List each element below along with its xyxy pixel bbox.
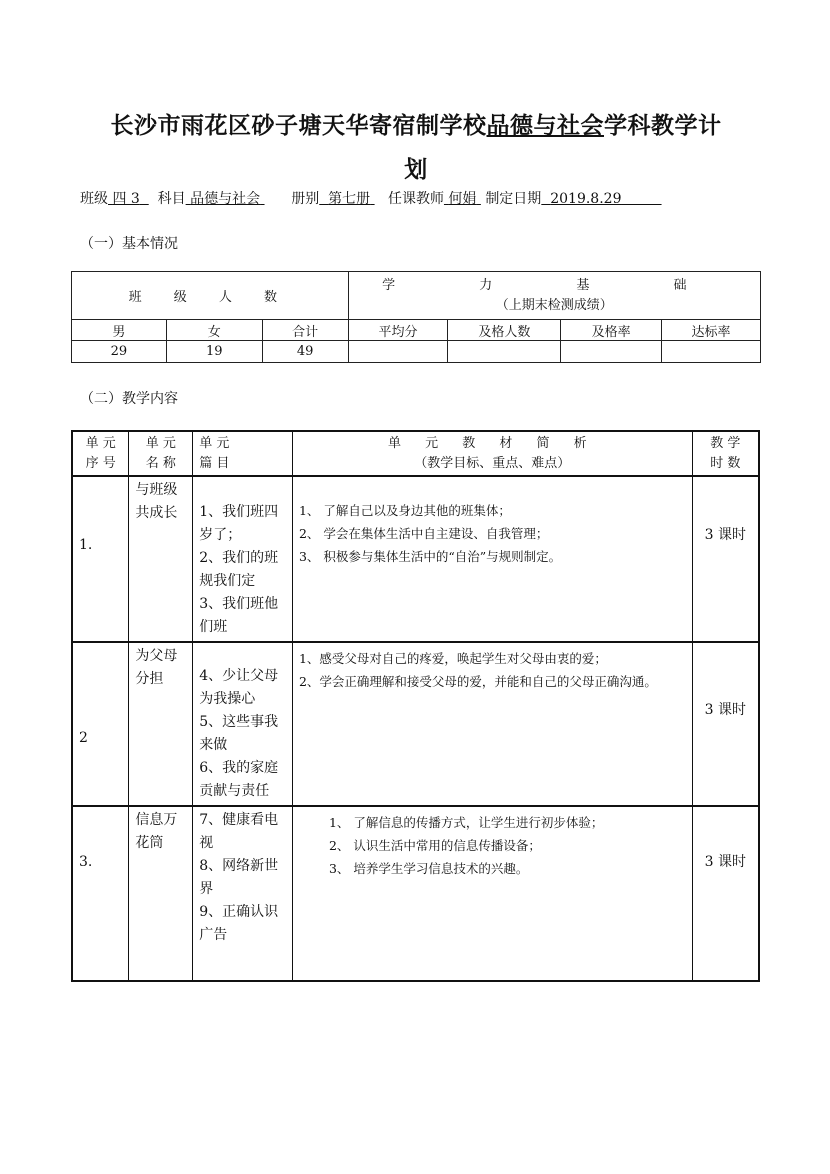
basic-info-table xyxy=(71,271,761,363)
title-underlined-subject: 品德与社会 xyxy=(486,113,604,139)
section-basic-heading: （一）基本情况 xyxy=(80,236,178,252)
unit-chapters: 4、少让父母为我操心 5、这些事我来做 6、我的家庭贡献与责任 xyxy=(193,642,293,806)
class-count-header: 班 级 人 数 xyxy=(72,272,349,320)
unit-hours: 3 课时 xyxy=(692,806,759,981)
unit-goals: 1、 了解信息的传播方式，让学生进行初步体验； 2、 认识生活中常用的信息传播设备； 3、 培养学生学习信息技术的兴趣。 xyxy=(292,806,692,981)
ability-header: 学 力 基 础 （上期末检测成绩） xyxy=(348,272,760,320)
female-count: 19 xyxy=(166,341,262,363)
unit-chapters: 7、健康看电视 8、网络新世界 9、正确认识广告 xyxy=(193,806,293,981)
header-analysis: 单 元 教 材 简 析 （教学目标、重点、难点） xyxy=(292,431,692,476)
unit-name: 信息万花筒 xyxy=(129,806,193,981)
col-pass-rate: 及格率 xyxy=(561,320,662,341)
unit-seq: 3. xyxy=(72,806,129,981)
header-chapters: 单 元 篇 目 xyxy=(193,431,293,476)
unit-hours: 3 课时 xyxy=(692,642,759,806)
unit-goals: 1、 了解自己以及身边其他的班集体； 2、 学会在集体生活中自主建设、自我管理； 3、 积极参与集体生活中的“自治”与规则制定。 xyxy=(292,476,692,642)
col-average: 平均分 xyxy=(348,320,448,341)
table-row xyxy=(72,476,759,642)
unit-name: 为父母分担 xyxy=(129,642,193,806)
unit-seq: 2 xyxy=(72,642,129,806)
average-value xyxy=(348,341,448,363)
teaching-content-table xyxy=(71,430,760,982)
teacher-value: 何娟 xyxy=(448,191,477,207)
teacher-label: 任课教师 xyxy=(387,191,444,207)
unit-goals: 1、感受父母对自己的疼爱，唤起学生对父母由衷的爱； 2、学会正确理解和接受父母的爱，并能和自己的父母正确沟通。 xyxy=(292,642,692,806)
table-row xyxy=(72,642,759,806)
total-count: 49 xyxy=(262,341,348,363)
unit-hours: 3 课时 xyxy=(692,476,759,642)
section-content-heading: （二）教学内容 xyxy=(80,391,178,407)
pass-rate-value xyxy=(561,341,662,363)
subject-label: 科目 xyxy=(157,191,186,207)
volume-value: 第七册 xyxy=(328,191,371,207)
table-row xyxy=(72,806,759,981)
subject-value: 品德与社会 xyxy=(190,191,261,207)
unit-seq: 1. xyxy=(72,476,129,642)
date-value: 2019.8.29 xyxy=(550,191,622,207)
class-label: 班级 xyxy=(80,191,108,207)
male-count: 29 xyxy=(72,341,167,363)
pass-count-value xyxy=(448,341,561,363)
col-standard-rate: 达标率 xyxy=(662,320,761,341)
volume-label: 册别 xyxy=(291,191,320,207)
header-name: 单 元 名 称 xyxy=(129,431,193,476)
page-title: 长沙市雨花区砂子塘天华寄宿制学校品德与社会学科教学计 划 xyxy=(110,113,722,183)
date-label: 制定日期 xyxy=(485,191,542,207)
col-total: 合计 xyxy=(262,320,348,341)
plan-meta-line xyxy=(80,188,760,208)
header-seq: 单 元 序 号 xyxy=(72,431,129,476)
col-pass-count: 及格人数 xyxy=(448,320,561,341)
col-male: 男 xyxy=(72,320,167,341)
unit-chapters: 1、我们班四岁了； 2、我们的班规我们定 3、我们班他们班 xyxy=(193,476,293,642)
unit-name: 与班级共成长 xyxy=(129,476,193,642)
class-value: 四 3 xyxy=(112,191,140,207)
col-female: 女 xyxy=(166,320,262,341)
header-hours: 教 学 时 数 xyxy=(692,431,759,476)
standard-rate-value xyxy=(662,341,761,363)
